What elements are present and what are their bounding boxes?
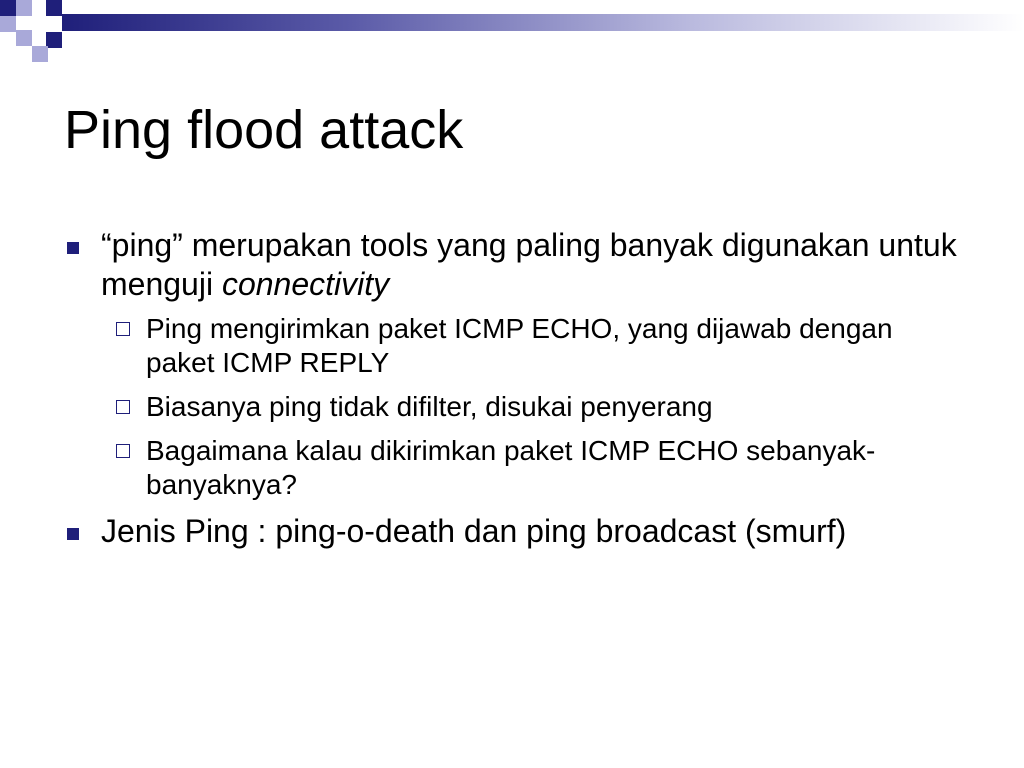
decor-square-icon — [16, 30, 32, 46]
header-gradient-band — [62, 14, 1024, 31]
sub-bullet-text: Ping mengirimkan paket ICMP ECHO, yang dijawab dengan paket ICMP REPLY — [146, 313, 893, 378]
slide-title: Ping flood attack — [64, 100, 464, 160]
decor-square-icon — [16, 0, 32, 16]
sub-bullet-item — [64, 434, 964, 502]
bullet-item — [64, 226, 964, 304]
hollow-square-bullet-icon — [116, 444, 130, 458]
bullet-text-main: “ping” merupakan tools yang paling banyak digunakan untuk menguji — [101, 227, 957, 302]
hollow-square-bullet-icon — [116, 322, 130, 336]
sub-bullet-text: Bagaimana kalau dikirimkan paket ICMP ECHO sebanyak-banyaknya? — [146, 435, 876, 500]
filled-square-bullet-icon — [67, 528, 79, 540]
decor-square-icon — [46, 0, 62, 16]
slide-body — [64, 226, 964, 551]
decor-square-icon — [46, 32, 62, 48]
decor-square-icon — [0, 0, 16, 16]
decor-square-icon — [32, 46, 48, 62]
bullet-text: Jenis Ping : ping-o-death dan ping broadcast (smurf) — [101, 513, 847, 549]
sub-bullet-item — [64, 312, 964, 380]
sub-bullet-item — [64, 390, 964, 424]
sub-bullet-list — [64, 312, 964, 502]
filled-square-bullet-icon — [67, 242, 79, 254]
bullet-text-italic: connectivity — [221, 266, 390, 302]
decor-square-icon — [0, 16, 16, 32]
bullet-text — [101, 226, 964, 304]
bullet-item — [64, 512, 964, 551]
hollow-square-bullet-icon — [116, 400, 130, 414]
sub-bullet-text: Biasanya ping tidak difilter, disukai penyerang — [146, 391, 713, 422]
